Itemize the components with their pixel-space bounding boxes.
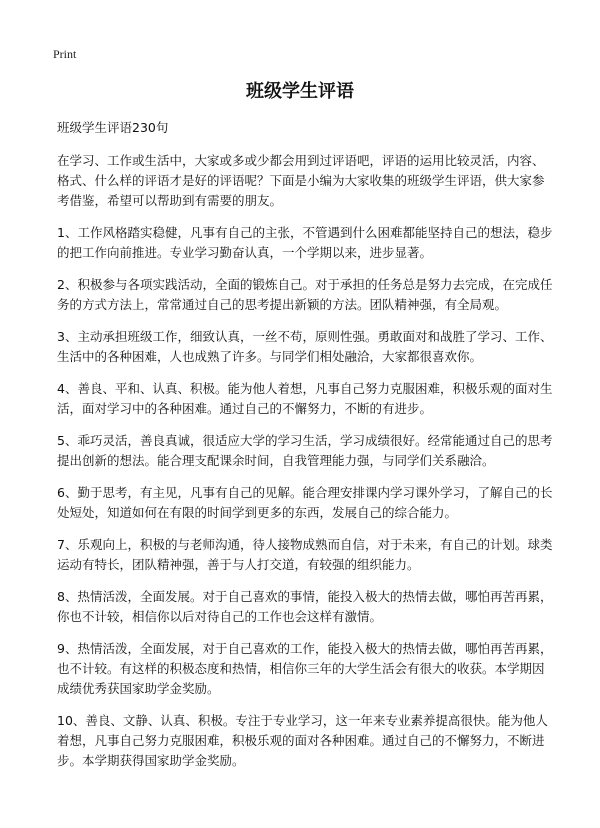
page-title: 班级学生评语 bbox=[246, 81, 354, 102]
article-body bbox=[57, 118, 553, 783]
comment-item-3: 3、主动承担班级工作，细致认真，一丝不苟，原则性强。勇敢面对和战胜了学习、工作、生活中的各种困难，人也成熟了许多。与同学们相处融洽，大家都很喜欢你。 bbox=[57, 329, 553, 364]
print-link[interactable]: Print bbox=[53, 47, 77, 61]
comment-item-8: 8、热情活泼，全面发展。对于自己喜欢的事情，能投入极大的热情去做，哪怕再苦再累，你也不计较，相信你以后对待自己的工作也会这样有激情。 bbox=[57, 589, 553, 624]
comment-item-2: 2、积极参与各项实践活动，全面的锻炼自己。对于承担的任务总是努力去完成，在完成任务的方式方法上，常常通过自己的思考提出新颖的方法。团队精神强，有全局观。 bbox=[57, 277, 553, 312]
intro-paragraph: 在学习、工作或生活中，大家或多或少都会用到过评语吧，评语的运用比较灵活，内容、格式、什么样的评语才是好的评语呢？下面是小编为大家收集的班级学生评语，供大家参考借鉴，希望可以帮助到有需要的朋友。 bbox=[57, 153, 545, 208]
comment-item-10: 10、善良、文静、认真、积极。专注于专业学习，这一年来专业素养提高很快。能为他人着想，凡事自己努力克服困难，积极乐观的面对各种困难。通过自己的不懈努力，不断进步。本学期获得国家助学金奖励。 bbox=[57, 713, 548, 768]
comment-item-1: 1、工作风格踏实稳健，凡事有自己的主张，不管遇到什么困难都能坚持自己的想法，稳步的把工作向前推进。专业学习勤奋认真，一个学期以来，进步显著。 bbox=[57, 225, 553, 260]
comment-item-7: 7、乐观向上，积极的与老师沟通，待人接物成熟而自信，对于未来，有自己的计划。球类运动有特长，团队精神强，善于与人打交道，有较强的组织能力。 bbox=[57, 537, 553, 572]
article-subtitle: 班级学生评语230句 bbox=[57, 120, 169, 135]
comment-item-6: 6、勤于思考，有主见，凡事有自己的见解。能合理安排课内学习课外学习，了解自己的长处短处，知道如何在有限的时间学到更多的东西，发展自己的综合能力。 bbox=[57, 485, 553, 520]
comment-item-5: 5、乖巧灵活，善良真诚，很适应大学的学习生活，学习成绩很好。经常能通过自己的思考提出创新的想法。能合理支配课余时间，自我管理能力强，与同学们关系融洽。 bbox=[57, 433, 553, 468]
comment-item-9: 9、热情活泼，全面发展，对于自己喜欢的工作，能投入极大的热情去做，哪怕再苦再累，也不计较。有这样的积极态度和热情，相信你三年的大学生活会有很大的收获。本学期因成绩优秀获国家助学金奖励。 bbox=[57, 641, 553, 696]
comment-item-4: 4、善良、平和、认真、积极。能为他人着想，凡事自己努力克服困难，积极乐观的面对生活，面对学习中的各种困难。通过自己的不懈努力，不断的有进步。 bbox=[57, 381, 553, 416]
